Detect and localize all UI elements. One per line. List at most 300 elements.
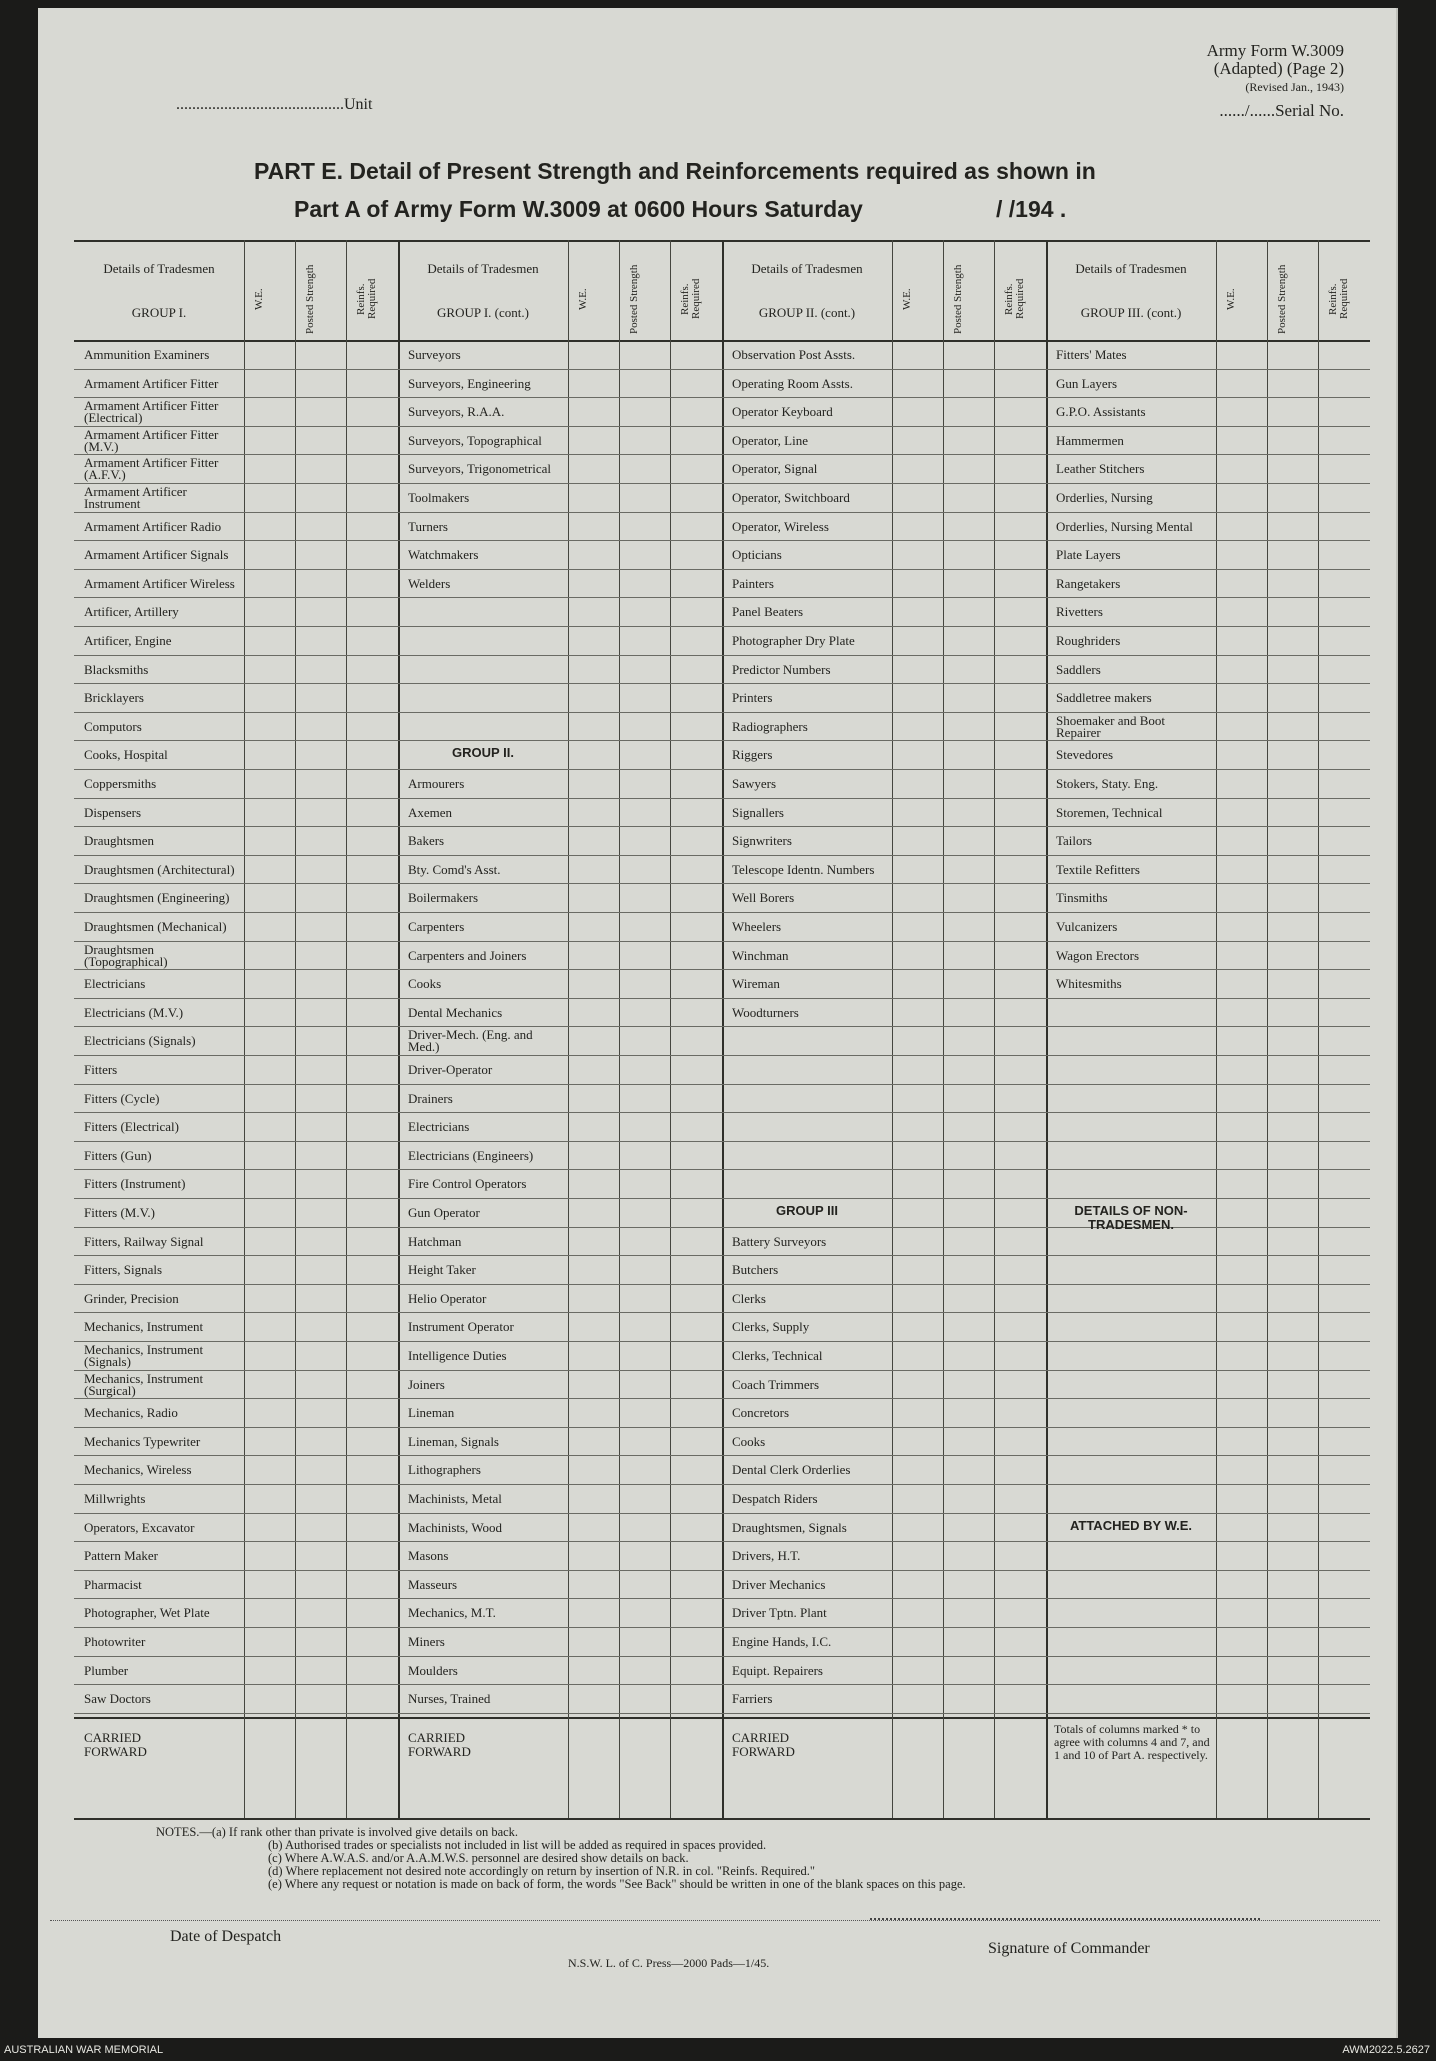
- entry-cell[interactable]: [945, 571, 992, 596]
- entry-cell[interactable]: [1218, 428, 1265, 453]
- entry-cell[interactable]: [1269, 685, 1316, 710]
- entry-cell[interactable]: [945, 485, 992, 510]
- entry-cell[interactable]: [297, 914, 344, 939]
- entry-cell[interactable]: [297, 428, 344, 453]
- entry-cell[interactable]: [996, 1457, 1043, 1482]
- entry-cell[interactable]: [246, 1400, 293, 1425]
- entry-cell[interactable]: [1218, 800, 1265, 825]
- entry-cell[interactable]: [348, 599, 395, 624]
- entry-cell[interactable]: [621, 542, 668, 567]
- entry-cell[interactable]: [621, 456, 668, 481]
- entry-cell[interactable]: [894, 1400, 941, 1425]
- entry-cell[interactable]: [348, 1143, 395, 1168]
- entry-cell[interactable]: [672, 371, 719, 396]
- entry-cell[interactable]: [1269, 742, 1316, 767]
- entry-cell[interactable]: [1320, 885, 1367, 910]
- entry-cell[interactable]: [996, 599, 1043, 624]
- entry-cell[interactable]: [894, 1515, 941, 1540]
- entry-cell[interactable]: [246, 628, 293, 653]
- entry-cell[interactable]: [945, 428, 992, 453]
- entry-cell[interactable]: [297, 1486, 344, 1511]
- entry-cell[interactable]: [348, 1629, 395, 1654]
- entry-cell[interactable]: [945, 1000, 992, 1025]
- entry-cell[interactable]: [996, 914, 1043, 939]
- entry-cell[interactable]: [348, 514, 395, 539]
- entry-cell[interactable]: [945, 1372, 992, 1397]
- entry-cell[interactable]: [1269, 628, 1316, 653]
- entry-cell[interactable]: [570, 885, 617, 910]
- entry-cell[interactable]: [1218, 399, 1265, 424]
- entry-cell[interactable]: [996, 800, 1043, 825]
- entry-cell[interactable]: [246, 1086, 293, 1111]
- entry-cell[interactable]: [1218, 1200, 1265, 1225]
- entry-cell[interactable]: [1269, 914, 1316, 939]
- entry-cell[interactable]: [297, 1400, 344, 1425]
- entry-cell[interactable]: [246, 1314, 293, 1339]
- entry-cell[interactable]: [621, 428, 668, 453]
- entry-cell[interactable]: [894, 1543, 941, 1568]
- entry-cell[interactable]: [1218, 971, 1265, 996]
- entry-cell[interactable]: [996, 1400, 1043, 1425]
- entry-cell[interactable]: [297, 456, 344, 481]
- entry-cell[interactable]: [348, 914, 395, 939]
- entry-cell[interactable]: [297, 800, 344, 825]
- entry-cell[interactable]: [348, 1515, 395, 1540]
- entry-cell[interactable]: [894, 571, 941, 596]
- entry-cell[interactable]: [1218, 342, 1265, 367]
- entry-cell[interactable]: [1218, 914, 1265, 939]
- entry-cell[interactable]: [246, 657, 293, 682]
- entry-cell[interactable]: [894, 1286, 941, 1311]
- entry-cell[interactable]: [672, 1086, 719, 1111]
- entry-cell[interactable]: [1218, 514, 1265, 539]
- entry-cell[interactable]: [1218, 571, 1265, 596]
- entry-cell[interactable]: [621, 1257, 668, 1282]
- entry-cell[interactable]: [894, 1658, 941, 1683]
- entry-cell[interactable]: [996, 1486, 1043, 1511]
- entry-cell[interactable]: [1269, 1200, 1316, 1225]
- entry-cell[interactable]: [297, 828, 344, 853]
- entry-cell[interactable]: [672, 1400, 719, 1425]
- entry-cell[interactable]: [945, 371, 992, 396]
- entry-cell[interactable]: [297, 399, 344, 424]
- entry-cell[interactable]: [672, 1600, 719, 1625]
- entry-cell[interactable]: [1320, 742, 1367, 767]
- entry-cell[interactable]: [570, 971, 617, 996]
- entry-cell[interactable]: [570, 914, 617, 939]
- entry-cell[interactable]: [621, 1429, 668, 1454]
- entry-cell[interactable]: [621, 1515, 668, 1540]
- entry-cell[interactable]: [945, 1200, 992, 1225]
- entry-cell[interactable]: [621, 1028, 668, 1053]
- entry-cell[interactable]: [570, 1543, 617, 1568]
- entry-cell[interactable]: [894, 399, 941, 424]
- entry-cell[interactable]: [621, 943, 668, 968]
- entry-cell[interactable]: [672, 485, 719, 510]
- entry-cell[interactable]: [894, 599, 941, 624]
- entry-cell[interactable]: [1218, 371, 1265, 396]
- entry-cell[interactable]: [297, 742, 344, 767]
- entry-cell[interactable]: [348, 1286, 395, 1311]
- entry-cell[interactable]: [894, 685, 941, 710]
- entry-cell[interactable]: [348, 1658, 395, 1683]
- entry-cell[interactable]: [945, 1629, 992, 1654]
- entry-cell[interactable]: [297, 1143, 344, 1168]
- entry-cell[interactable]: [945, 1572, 992, 1597]
- entry-cell[interactable]: [297, 1629, 344, 1654]
- entry-cell[interactable]: [570, 1229, 617, 1254]
- entry-cell[interactable]: [1269, 399, 1316, 424]
- entry-cell[interactable]: [894, 485, 941, 510]
- entry-cell[interactable]: [996, 971, 1043, 996]
- entry-cell[interactable]: [672, 1486, 719, 1511]
- entry-cell[interactable]: [570, 1171, 617, 1196]
- entry-cell[interactable]: [894, 342, 941, 367]
- entry-cell[interactable]: [996, 1229, 1043, 1254]
- entry-cell[interactable]: [297, 1658, 344, 1683]
- entry-cell[interactable]: [1320, 943, 1367, 968]
- entry-cell[interactable]: [348, 428, 395, 453]
- entry-cell[interactable]: [1320, 571, 1367, 596]
- entry-cell[interactable]: [348, 1686, 395, 1711]
- entry-cell[interactable]: [1218, 628, 1265, 653]
- entry-cell[interactable]: [246, 1686, 293, 1711]
- entry-cell[interactable]: [1218, 857, 1265, 882]
- entry-cell[interactable]: [246, 1028, 293, 1053]
- entry-cell[interactable]: [348, 971, 395, 996]
- entry-cell[interactable]: [621, 1457, 668, 1482]
- entry-cell[interactable]: [672, 1114, 719, 1139]
- entry-cell[interactable]: [246, 1343, 293, 1368]
- entry-cell[interactable]: [348, 1457, 395, 1482]
- entry-cell[interactable]: [996, 1600, 1043, 1625]
- entry-cell[interactable]: [348, 1400, 395, 1425]
- entry-cell[interactable]: [996, 742, 1043, 767]
- entry-cell[interactable]: [570, 1515, 617, 1540]
- entry-cell[interactable]: [297, 1257, 344, 1282]
- entry-cell[interactable]: [945, 971, 992, 996]
- entry-cell[interactable]: [894, 771, 941, 796]
- entry-cell[interactable]: [621, 885, 668, 910]
- entry-cell[interactable]: [246, 1429, 293, 1454]
- entry-cell[interactable]: [297, 371, 344, 396]
- entry-cell[interactable]: [1269, 456, 1316, 481]
- entry-cell[interactable]: [1320, 685, 1367, 710]
- entry-cell[interactable]: [348, 485, 395, 510]
- entry-cell[interactable]: [996, 1000, 1043, 1025]
- entry-cell[interactable]: [297, 1057, 344, 1082]
- entry-cell[interactable]: [246, 1114, 293, 1139]
- entry-cell[interactable]: [945, 857, 992, 882]
- entry-cell[interactable]: [996, 514, 1043, 539]
- entry-cell[interactable]: [621, 742, 668, 767]
- entry-cell[interactable]: [348, 685, 395, 710]
- entry-cell[interactable]: [246, 542, 293, 567]
- entry-cell[interactable]: [1320, 456, 1367, 481]
- entry-cell[interactable]: [570, 342, 617, 367]
- entry-cell[interactable]: [672, 1543, 719, 1568]
- entry-cell[interactable]: [570, 1314, 617, 1339]
- entry-cell[interactable]: [945, 885, 992, 910]
- entry-cell[interactable]: [570, 800, 617, 825]
- entry-cell[interactable]: [1269, 714, 1316, 739]
- entry-cell[interactable]: [621, 914, 668, 939]
- entry-cell[interactable]: [348, 371, 395, 396]
- entry-cell[interactable]: [894, 857, 941, 882]
- entry-cell[interactable]: [297, 971, 344, 996]
- entry-cell[interactable]: [1218, 742, 1265, 767]
- entry-cell[interactable]: [570, 1286, 617, 1311]
- entry-cell[interactable]: [297, 1686, 344, 1711]
- entry-cell[interactable]: [996, 1658, 1043, 1683]
- entry-cell[interactable]: [672, 1686, 719, 1711]
- entry-cell[interactable]: [297, 1429, 344, 1454]
- entry-cell[interactable]: [348, 542, 395, 567]
- entry-cell[interactable]: [570, 571, 617, 596]
- entry-cell[interactable]: [1218, 456, 1265, 481]
- entry-cell[interactable]: [672, 1515, 719, 1540]
- entry-cell[interactable]: [348, 1200, 395, 1225]
- entry-cell[interactable]: [621, 1171, 668, 1196]
- entry-cell[interactable]: [348, 771, 395, 796]
- entry-cell[interactable]: [348, 1429, 395, 1454]
- entry-cell[interactable]: [672, 771, 719, 796]
- entry-cell[interactable]: [1218, 714, 1265, 739]
- entry-cell[interactable]: [996, 1429, 1043, 1454]
- entry-cell[interactable]: [996, 628, 1043, 653]
- entry-cell[interactable]: [894, 1372, 941, 1397]
- entry-cell[interactable]: [297, 885, 344, 910]
- entry-cell[interactable]: [996, 685, 1043, 710]
- entry-cell[interactable]: [894, 628, 941, 653]
- entry-cell[interactable]: [672, 1000, 719, 1025]
- entry-cell[interactable]: [1320, 714, 1367, 739]
- entry-cell[interactable]: [672, 1229, 719, 1254]
- entry-cell[interactable]: [894, 1572, 941, 1597]
- entry-cell[interactable]: [945, 914, 992, 939]
- entry-cell[interactable]: [297, 1229, 344, 1254]
- entry-cell[interactable]: [246, 399, 293, 424]
- entry-cell[interactable]: [1320, 542, 1367, 567]
- entry-cell[interactable]: [1269, 571, 1316, 596]
- entry-cell[interactable]: [996, 542, 1043, 567]
- entry-cell[interactable]: [996, 1286, 1043, 1311]
- entry-cell[interactable]: [672, 1286, 719, 1311]
- entry-cell[interactable]: [1320, 599, 1367, 624]
- entry-cell[interactable]: [996, 571, 1043, 596]
- entry-cell[interactable]: [297, 1457, 344, 1482]
- entry-cell[interactable]: [246, 1143, 293, 1168]
- entry-cell[interactable]: [246, 1057, 293, 1082]
- entry-cell[interactable]: [996, 943, 1043, 968]
- entry-cell[interactable]: [246, 685, 293, 710]
- entry-cell[interactable]: [297, 542, 344, 567]
- entry-cell[interactable]: [1218, 542, 1265, 567]
- entry-cell[interactable]: [996, 1543, 1043, 1568]
- entry-cell[interactable]: [621, 1343, 668, 1368]
- entry-cell[interactable]: [996, 1200, 1043, 1225]
- entry-cell[interactable]: [1218, 485, 1265, 510]
- entry-cell[interactable]: [945, 1257, 992, 1282]
- entry-cell[interactable]: [996, 714, 1043, 739]
- entry-cell[interactable]: [621, 1572, 668, 1597]
- entry-cell[interactable]: [246, 1543, 293, 1568]
- entry-cell[interactable]: [996, 1629, 1043, 1654]
- entry-cell[interactable]: [1218, 771, 1265, 796]
- entry-cell[interactable]: [1269, 485, 1316, 510]
- entry-cell[interactable]: [621, 1000, 668, 1025]
- entry-cell[interactable]: [297, 1343, 344, 1368]
- entry-cell[interactable]: [1269, 971, 1316, 996]
- entry-cell[interactable]: [246, 485, 293, 510]
- entry-cell[interactable]: [570, 1486, 617, 1511]
- entry-cell[interactable]: [297, 1000, 344, 1025]
- entry-cell[interactable]: [945, 714, 992, 739]
- entry-cell[interactable]: [621, 1372, 668, 1397]
- entry-cell[interactable]: [246, 1229, 293, 1254]
- entry-cell[interactable]: [996, 485, 1043, 510]
- entry-cell[interactable]: [570, 1400, 617, 1425]
- entry-cell[interactable]: [945, 943, 992, 968]
- entry-cell[interactable]: [1218, 885, 1265, 910]
- entry-cell[interactable]: [621, 1057, 668, 1082]
- entry-cell[interactable]: [996, 342, 1043, 367]
- entry-cell[interactable]: [945, 1343, 992, 1368]
- entry-cell[interactable]: [672, 971, 719, 996]
- entry-cell[interactable]: [1269, 885, 1316, 910]
- entry-cell[interactable]: [570, 771, 617, 796]
- entry-cell[interactable]: [672, 800, 719, 825]
- entry-cell[interactable]: [246, 1457, 293, 1482]
- entry-cell[interactable]: [348, 885, 395, 910]
- entry-cell[interactable]: [1320, 857, 1367, 882]
- entry-cell[interactable]: [672, 456, 719, 481]
- entry-cell[interactable]: [297, 657, 344, 682]
- entry-cell[interactable]: [1320, 971, 1367, 996]
- entry-cell[interactable]: [621, 1400, 668, 1425]
- entry-cell[interactable]: [570, 1086, 617, 1111]
- entry-cell[interactable]: [348, 1028, 395, 1053]
- entry-cell[interactable]: [672, 1457, 719, 1482]
- entry-cell[interactable]: [348, 1086, 395, 1111]
- entry-cell[interactable]: [246, 943, 293, 968]
- entry-cell[interactable]: [1320, 399, 1367, 424]
- entry-cell[interactable]: [672, 1658, 719, 1683]
- entry-cell[interactable]: [621, 399, 668, 424]
- entry-cell[interactable]: [672, 1257, 719, 1282]
- entry-cell[interactable]: [996, 399, 1043, 424]
- entry-cell[interactable]: [996, 1372, 1043, 1397]
- entry-cell[interactable]: [246, 742, 293, 767]
- entry-cell[interactable]: [894, 1314, 941, 1339]
- entry-cell[interactable]: [672, 1314, 719, 1339]
- entry-cell[interactable]: [297, 1114, 344, 1139]
- entry-cell[interactable]: [570, 514, 617, 539]
- entry-cell[interactable]: [246, 914, 293, 939]
- entry-cell[interactable]: [996, 1572, 1043, 1597]
- entry-cell[interactable]: [894, 1257, 941, 1282]
- entry-cell[interactable]: [672, 1429, 719, 1454]
- entry-cell[interactable]: [672, 1143, 719, 1168]
- entry-cell[interactable]: [621, 1543, 668, 1568]
- entry-cell[interactable]: [996, 1343, 1043, 1368]
- entry-cell[interactable]: [297, 1372, 344, 1397]
- entry-cell[interactable]: [621, 1200, 668, 1225]
- entry-cell[interactable]: [348, 1000, 395, 1025]
- entry-cell[interactable]: [621, 1629, 668, 1654]
- entry-cell[interactable]: [348, 342, 395, 367]
- entry-cell[interactable]: [1269, 542, 1316, 567]
- entry-cell[interactable]: [621, 1658, 668, 1683]
- entry-cell[interactable]: [246, 857, 293, 882]
- entry-cell[interactable]: [246, 1572, 293, 1597]
- entry-cell[interactable]: [297, 1543, 344, 1568]
- entry-cell[interactable]: [348, 943, 395, 968]
- entry-cell[interactable]: [570, 428, 617, 453]
- entry-cell[interactable]: [672, 571, 719, 596]
- entry-cell[interactable]: [297, 1028, 344, 1053]
- entry-cell[interactable]: [1269, 657, 1316, 682]
- entry-cell[interactable]: [945, 1286, 992, 1311]
- entry-cell[interactable]: [570, 1028, 617, 1053]
- entry-cell[interactable]: [672, 542, 719, 567]
- entry-cell[interactable]: [348, 714, 395, 739]
- entry-cell[interactable]: [246, 714, 293, 739]
- entry-cell[interactable]: [996, 1314, 1043, 1339]
- entry-cell[interactable]: [297, 943, 344, 968]
- entry-cell[interactable]: [945, 628, 992, 653]
- entry-cell[interactable]: [570, 1429, 617, 1454]
- entry-cell[interactable]: [246, 599, 293, 624]
- entry-cell[interactable]: [1218, 943, 1265, 968]
- entry-cell[interactable]: [1320, 428, 1367, 453]
- entry-cell[interactable]: [246, 571, 293, 596]
- entry-cell[interactable]: [246, 1658, 293, 1683]
- entry-cell[interactable]: [348, 1600, 395, 1625]
- entry-cell[interactable]: [945, 1457, 992, 1482]
- entry-cell[interactable]: [246, 885, 293, 910]
- entry-cell[interactable]: [1269, 371, 1316, 396]
- entry-cell[interactable]: [894, 1486, 941, 1511]
- entry-cell[interactable]: [1320, 657, 1367, 682]
- entry-cell[interactable]: [570, 857, 617, 882]
- entry-cell[interactable]: [894, 1429, 941, 1454]
- entry-cell[interactable]: [672, 514, 719, 539]
- entry-cell[interactable]: [348, 1343, 395, 1368]
- entry-cell[interactable]: [1269, 828, 1316, 853]
- entry-cell[interactable]: [570, 1000, 617, 1025]
- entry-cell[interactable]: [621, 1686, 668, 1711]
- entry-cell[interactable]: [297, 1572, 344, 1597]
- entry-cell[interactable]: [246, 1171, 293, 1196]
- entry-cell[interactable]: [945, 399, 992, 424]
- entry-cell[interactable]: [672, 399, 719, 424]
- entry-cell[interactable]: [246, 514, 293, 539]
- entry-cell[interactable]: [570, 1143, 617, 1168]
- entry-cell[interactable]: [246, 1600, 293, 1625]
- entry-cell[interactable]: [348, 742, 395, 767]
- entry-cell[interactable]: [945, 1400, 992, 1425]
- entry-cell[interactable]: [996, 1515, 1043, 1540]
- entry-cell[interactable]: [621, 1286, 668, 1311]
- entry-cell[interactable]: [570, 1658, 617, 1683]
- entry-cell[interactable]: [1320, 800, 1367, 825]
- entry-cell[interactable]: [945, 599, 992, 624]
- entry-cell[interactable]: [672, 1028, 719, 1053]
- entry-cell[interactable]: [570, 1629, 617, 1654]
- entry-cell[interactable]: [297, 685, 344, 710]
- entry-cell[interactable]: [621, 1314, 668, 1339]
